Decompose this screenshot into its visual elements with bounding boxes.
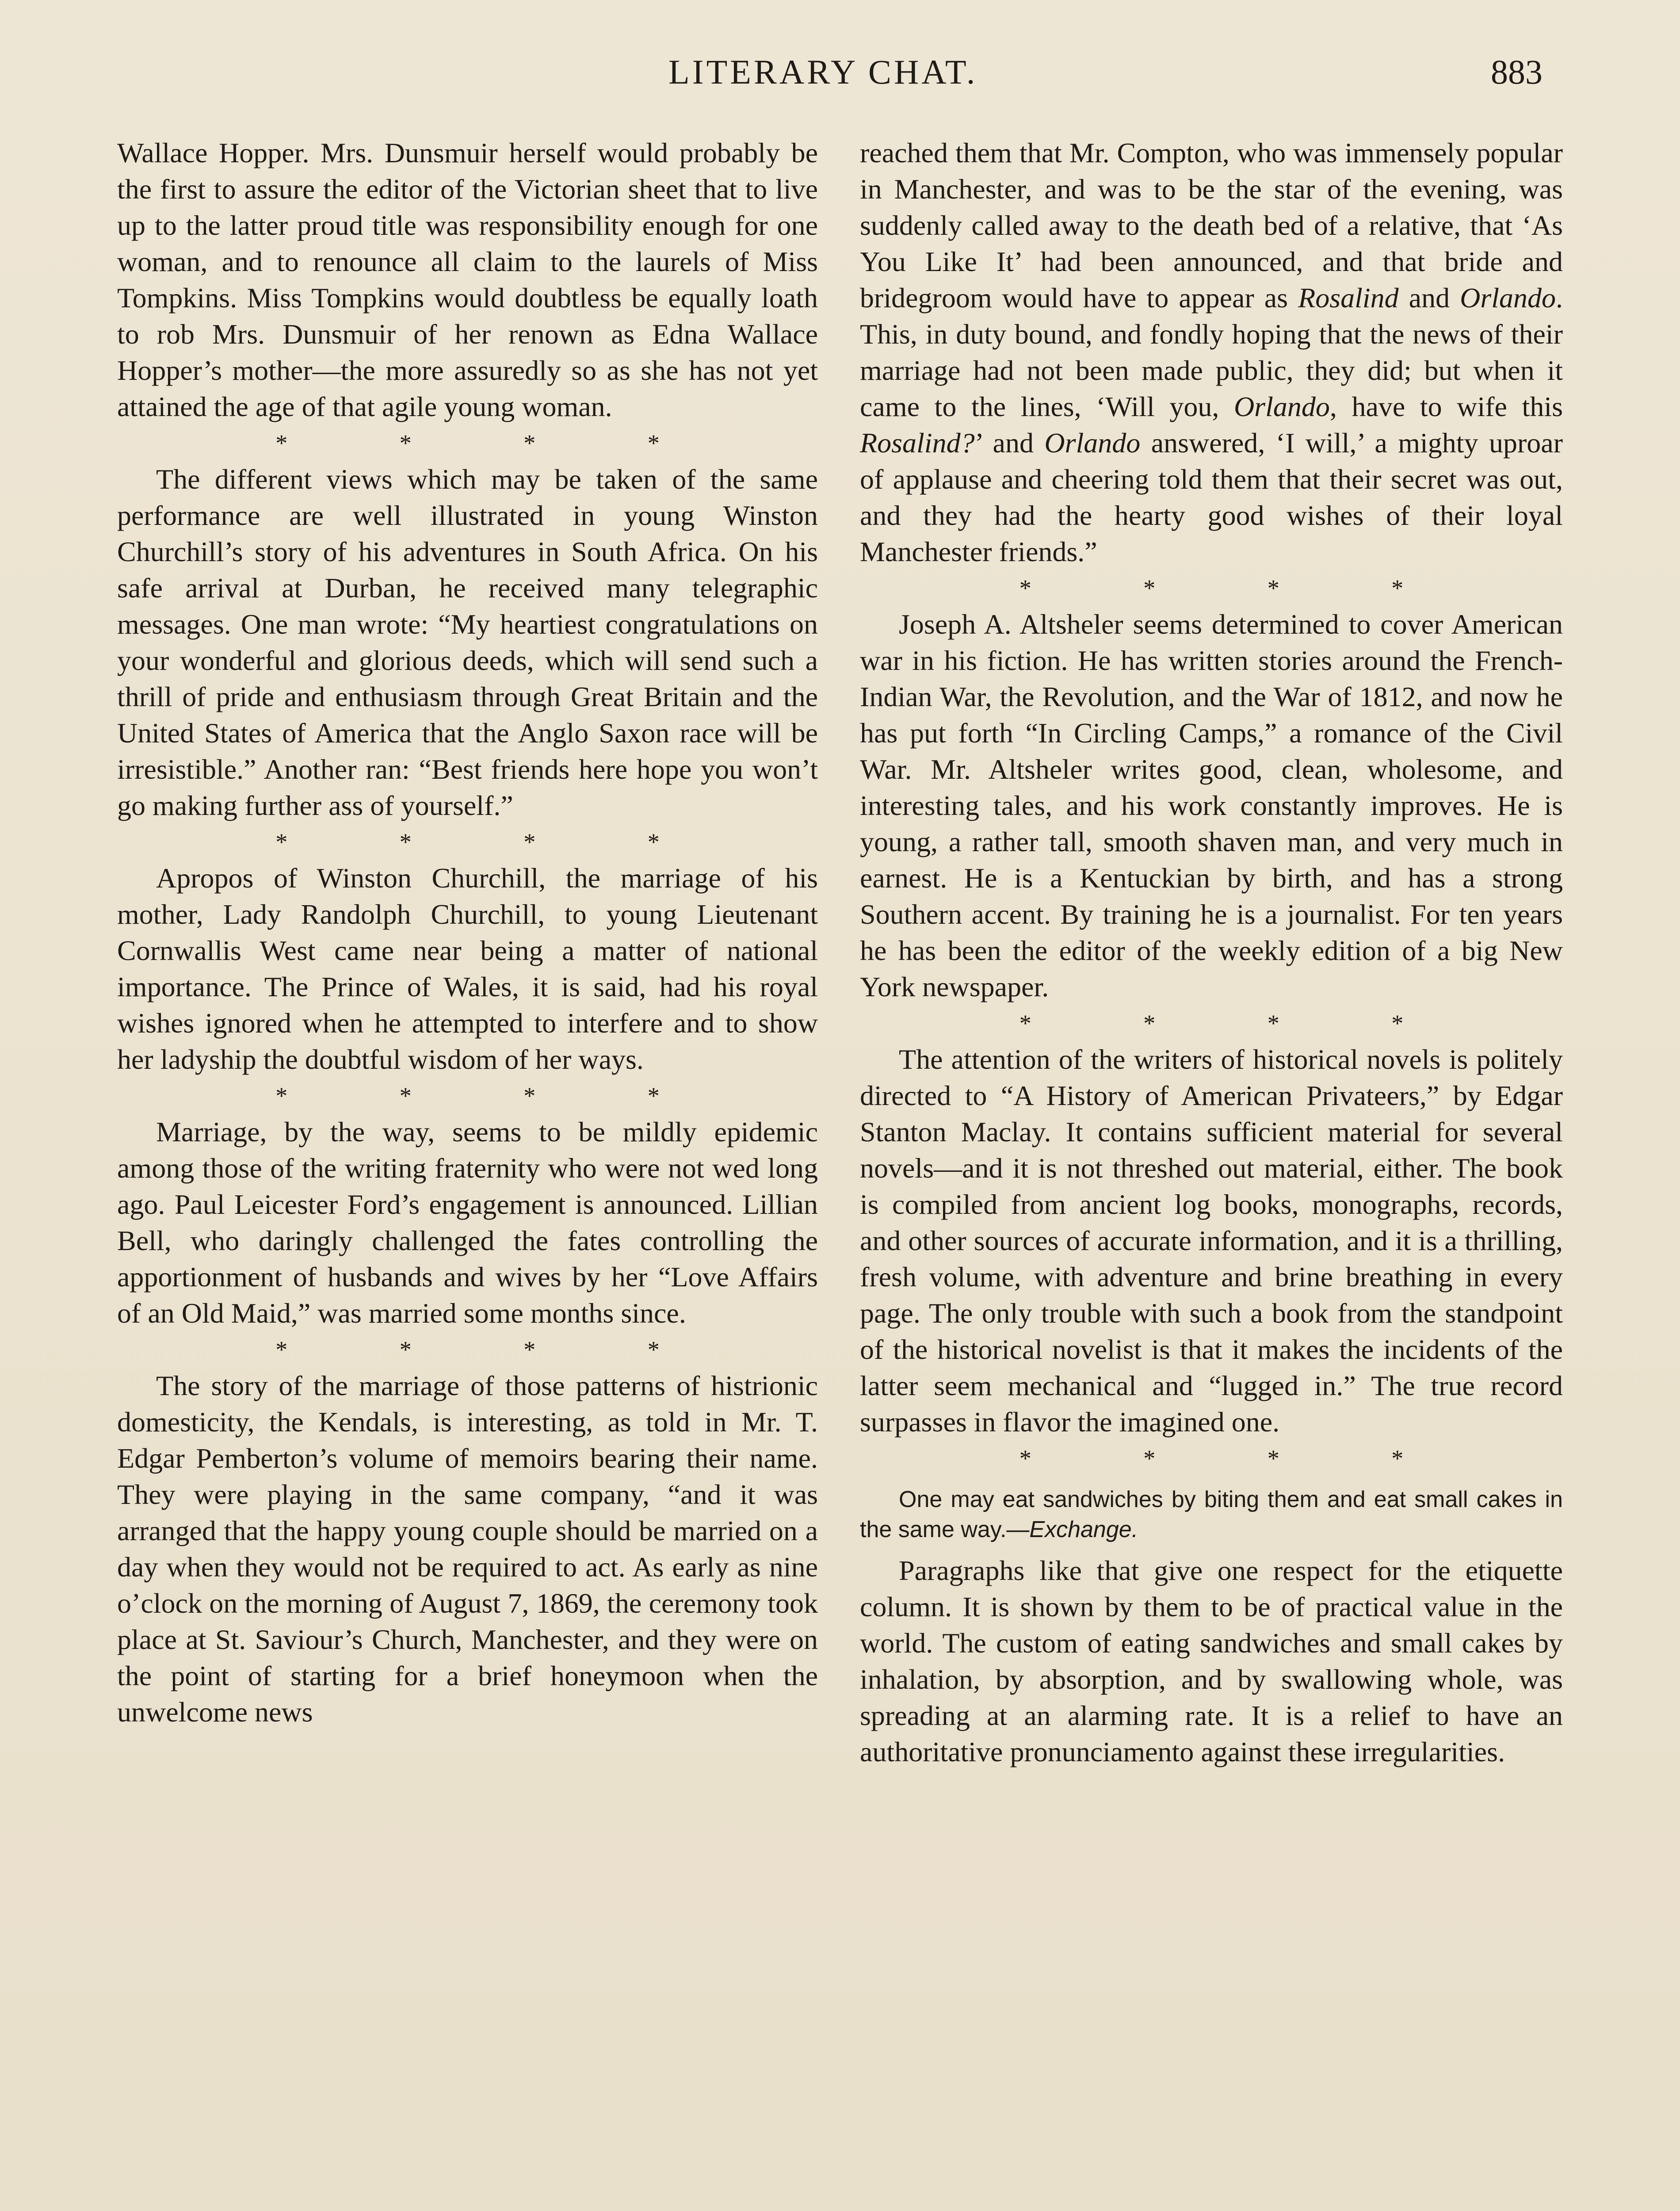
italic-rosalind: Rosalind? xyxy=(860,427,975,459)
section-divider: * * * * xyxy=(1019,1445,1457,1472)
italic-rosalind: Rosalind xyxy=(1298,282,1399,314)
text-run: ’ and xyxy=(974,427,1045,459)
paragraph-churchill-marriage: Apropos of Winston Churchill, the marriage of his mother, Lady Randolph Churchill, to young Lieutenant Cornwallis West came near being a matter of national importance. The Prince of Wales, it is said, had his royal wishes ignored when he attempted to interfere and to show her ladyship the doubtful wisdom of her ways. xyxy=(117,862,818,1075)
section-divider: * * * * xyxy=(275,430,713,456)
quote-source: Exchange. xyxy=(1029,1517,1138,1542)
text-run: answered, ‘I will,’ a mighty uproar of applause and cheering told them that their secret was out, and they had the hearty good wishes of their loyal Manchester friends.” xyxy=(860,427,1563,567)
paragraph-churchill-telegrams: The different views which may be taken of the same performance are well illustrated in young Winston Churchill’s story of his adventures in South Africa. On his safe arrival at Durban, he received many telegraphic messages. One man wrote: “My heartiest congratulations on your wonderful and glorious deeds, which will send such a thrill of pride and enthusiasm through Great Britain and the United States of America that the Anglo Saxon race will be irresistible.” Another ran: “Best friends here hope you won’t go making further ass of yourself.” xyxy=(117,463,818,821)
paragraph-privateers: The attention of the writers of historical novels is politely directed to “A History of American Privateers,” by Edgar Stanton Maclay. It contains sufficient material for several novels—and it is not threshed out material, either. The book is compiled from ancient log books, monographs, records, and other sources of accurate information, and it is a thrilling, fresh volume, with adventure and brine breathing in every page. The only trouble with such a book from the standpoint of the historical novelist is that it makes the incidents of the latter seem mechanical and “lugged in.” The true record surpasses in flavor the imagined one. xyxy=(860,1044,1563,1438)
quote-text: One may eat sandwiches by biting them and eat small cakes in the same way.— xyxy=(860,1487,1563,1542)
paragraph-kendals: The story of the marriage of those patterns of histrionic domesticity, the Kendals, is interesting, as told in Mr. T. Edgar Pemberton’s volume of memoirs bearing their name. They were playing in the same company, “and it was arranged that the happy young couple should be married on a day when they would not be required to act. As early as nine o’clock on the morning of August 7, 1869, the ceremony took place at St. Saviour’s Church, Manchester, and they were on the point of starting for a brief honeymoon when the unwelcome news xyxy=(117,1370,818,1728)
text-run: , have to wife this xyxy=(1329,391,1563,422)
left-column xyxy=(117,135,818,1730)
italic-orlando: Orlando xyxy=(1460,282,1556,314)
italic-orlando: Orlando xyxy=(1044,427,1141,459)
text-run: and xyxy=(1398,282,1460,314)
right-column xyxy=(860,135,1563,1770)
section-divider: * * * * xyxy=(1019,575,1457,601)
paragraph-hopper: Wallace Hopper. Mrs. Dunsmuir herself would probably be the first to assure the editor of the Victorian sheet that to live up to the latter proud title was responsibility enough for one woman, and to renounce all claim to the laurels of Miss Tompkins. Miss Tompkins would doubtless be equally loath to rob Mrs. Dunsmuir of her renown as Edna Wallace Hopper’s mother—the more assuredly so as she has not yet attained the age of that agile young woman. xyxy=(117,137,818,422)
section-divider: * * * * xyxy=(275,1083,713,1109)
paragraph-marriage-epidemic: Marriage, by the way, seems to be mildly epidemic among those of the writing fraternity who were not wed long ago. Paul Leicester Ford’s engagement is announced. Lillian Bell, who daringly challenged the fates controlling the apportionment of husbands and wives by her “Love Affairs of an Old Maid,” was married some months since. xyxy=(117,1116,818,1329)
text-run: . This, in duty bound, and fondly hoping that the news of their marriage had not been made public, they did; but when it came to the lines, ‘Will you, xyxy=(860,282,1563,422)
quoted-exchange xyxy=(860,1484,1563,1545)
section-divider: * * * * xyxy=(1019,1010,1457,1037)
paragraph-kendals-continued xyxy=(860,135,1563,570)
text-run: reached them that Mr. Compton, who was immensely popular in Manchester, and was to be the star of the evening, was suddenly called away to the death bed of a relative, that ‘As You Like It’ had been announced, and that bride and bridegroom would have to appear as xyxy=(860,137,1563,314)
paragraph-altsheler: Joseph A. Altsheler seems determined to cover American war in his fiction. He has written stories around the French-Indian War, the Revolution, and the War of 1812, and now he has put forth “In Circling Camps,” a romance of the Civil War. Mr. Altsheler writes good, clean, wholesome, and interesting tales, and his work constantly improves. He is young, a rather tall, smooth shaven man, and very much in earnest. He is a Kentuckian by birth, and has a strong Southern accent. By training he is a journalist. For ten years he has been the editor of the weekly edition of a big New York newspaper. xyxy=(860,608,1563,1002)
page-number: 883 xyxy=(1491,53,1543,91)
section-divider: * * * * xyxy=(275,829,713,855)
italic-orlando: Orlando xyxy=(1233,391,1330,422)
section-divider: * * * * xyxy=(275,1336,713,1363)
paragraph-etiquette: Paragraphs like that give one respect for the etiquette column. It is shown by them to be of practical value in the world. The custom of eating sandwiches and small cakes by inhalation, by absorption, and by swallowing whole, was spreading at an alarming rate. It is a relief to have an authoritative pronunciamento against these irregularities. xyxy=(860,1555,1563,1767)
running-head: LITERARY CHAT. xyxy=(668,53,978,91)
